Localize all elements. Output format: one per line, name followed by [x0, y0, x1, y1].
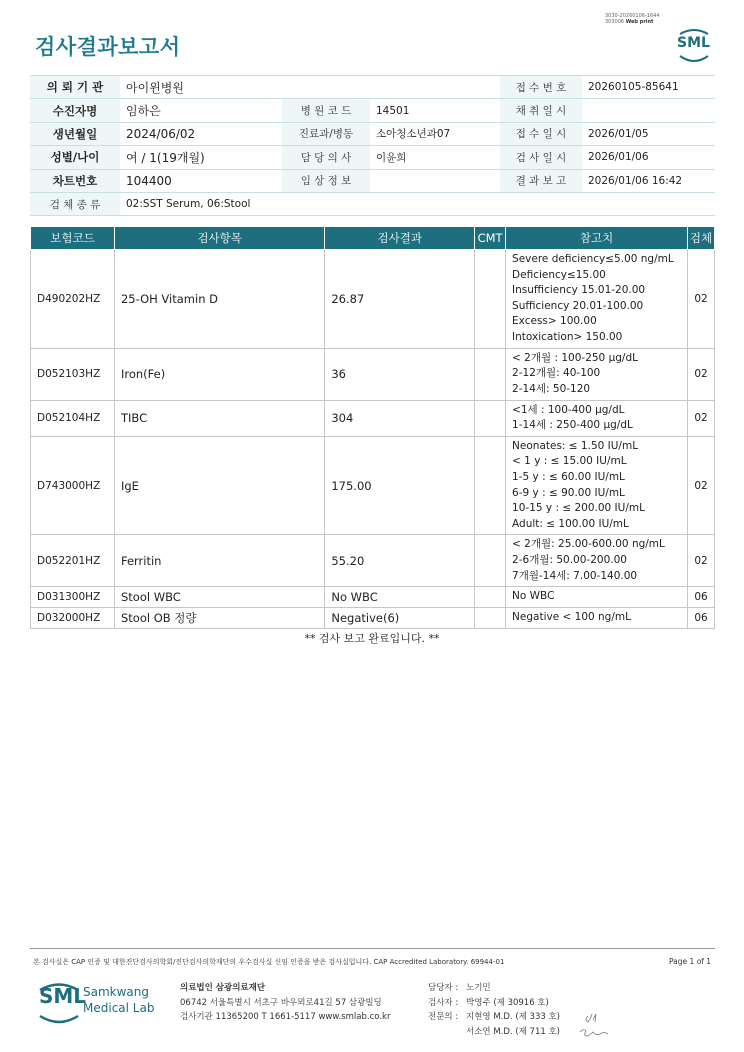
doctor-label: 담 당 의 사 — [282, 146, 370, 169]
cell-code: D052104HZ — [31, 400, 115, 436]
ref-line: Deficiency≤15.00 — [512, 268, 606, 281]
cell-specimen: 02 — [688, 535, 715, 587]
ref-line: 1-14세 : 250-400 µg/dL — [512, 419, 633, 432]
corp-contact: 검사기관 11365200 T 1661-5117 www.smlab.co.kr — [180, 1012, 391, 1022]
patient-label: 수진자명 — [30, 99, 120, 122]
collect-date-value — [582, 99, 715, 122]
staff-key: 전문의 : — [428, 1012, 459, 1022]
ref-line: 2-6개월: 50.00-200.00 — [512, 554, 627, 567]
corp-name: 의료법인 삼광의료재단 — [180, 983, 266, 993]
staff-row — [428, 996, 560, 1011]
specimen-value: 02:SST Serum, 06:Stool — [120, 192, 715, 215]
cell-specimen: 06 — [688, 587, 715, 608]
birth-label: 생년월일 — [30, 122, 120, 145]
info-row — [30, 146, 715, 169]
cell-ref — [506, 250, 688, 349]
print-code-label: Web print — [625, 19, 654, 25]
cell-cmt — [475, 436, 506, 535]
cell-item: TIBC — [114, 400, 324, 436]
staff-list — [428, 981, 560, 1039]
sex-age-label: 성별/나이 — [30, 146, 120, 169]
footer-divider — [30, 948, 715, 949]
ref-line: No WBC — [512, 590, 555, 603]
table-row — [31, 400, 715, 436]
cell-result: 36 — [325, 348, 475, 400]
dept-value: 소아청소년과07 — [370, 122, 500, 145]
ref-line: Intoxication> 150.00 — [512, 330, 623, 343]
recv-no-value: 20260105-85641 — [582, 76, 715, 99]
ref-line: Adult: ≤ 100.00 IU/mL — [512, 517, 629, 530]
cell-item: IgE — [114, 436, 324, 535]
cell-cmt — [475, 250, 506, 349]
test-date-value: 2026/01/06 — [582, 146, 715, 169]
test-date-label: 검 사 일 시 — [500, 146, 582, 169]
cell-ref — [506, 436, 688, 535]
cell-specimen: 02 — [688, 400, 715, 436]
cell-specimen: 06 — [688, 607, 715, 628]
cell-item: Ferritin — [114, 535, 324, 587]
specimen-label: 검 체 종 류 — [30, 192, 120, 215]
info-row — [30, 76, 715, 99]
ref-line: 2-12개월: 40-100 — [512, 367, 601, 380]
cell-cmt — [475, 607, 506, 628]
staff-value: 노기민 — [466, 983, 491, 993]
signature-icon — [578, 1010, 612, 1040]
sml-logo-text: SML — [677, 35, 710, 51]
corp-address: 06742 서울특별시 서초구 바우뫼로41길 57 삼광빌딩 — [180, 997, 382, 1008]
results-header-row — [31, 227, 715, 250]
print-code-line2 — [605, 19, 660, 25]
cell-result: Negative(6) — [325, 607, 475, 628]
cell-ref — [506, 607, 688, 628]
doctor-value: 이윤희 — [370, 146, 500, 169]
cell-result: 175.00 — [325, 436, 475, 535]
ref-line: 1-5 y : ≤ 60.00 IU/mL — [512, 470, 625, 483]
info-row — [30, 169, 715, 192]
print-code — [605, 13, 660, 25]
footer-logo — [37, 978, 157, 1028]
report-date-label: 결 과 보 고 — [500, 169, 582, 192]
recv-no-label: 접 수 번 호 — [500, 76, 582, 99]
sex-age-value: 여 / 1(19개월) — [120, 146, 282, 169]
hosp-code-value: 14501 — [370, 99, 500, 122]
clinical-value — [370, 169, 500, 192]
cell-specimen: 02 — [688, 250, 715, 349]
ref-line: 2-14세: 50-120 — [512, 382, 591, 395]
completion-note: ** 검사 보고 완료입니다. ** — [304, 632, 440, 645]
chart-no-label: 차트번호 — [30, 169, 120, 192]
footer-logo-name2: Medical Lab — [83, 1001, 155, 1015]
cell-result: No WBC — [325, 587, 475, 608]
cell-specimen: 02 — [688, 348, 715, 400]
cell-code: D490202HZ — [31, 250, 115, 349]
cell-ref — [506, 400, 688, 436]
cell-code: D031300HZ — [31, 587, 115, 608]
collect-date-label: 채 취 일 시 — [500, 99, 582, 122]
ref-line: < 1 y : ≤ 15.00 IU/mL — [512, 455, 627, 468]
accreditation-note: 본 검사실은 CAP 인증 및 대한진단검사의학회/진단검사의학재단의 우수검사실 신임 인증을 받은 검사실입니다. CAP Accredited Laboratory. 69944-01 — [33, 958, 505, 966]
chart-no-value: 104400 — [120, 169, 282, 192]
cell-cmt — [475, 400, 506, 436]
staff-value: 서소연 M.D. (제 711 호) — [466, 1026, 561, 1037]
ref-line: 6-9 y : ≤ 90.00 IU/mL — [512, 486, 625, 499]
clinical-label: 임 상 정 보 — [282, 169, 370, 192]
cell-ref — [506, 535, 688, 587]
results-table — [30, 226, 715, 629]
table-row — [31, 587, 715, 608]
cell-ref — [506, 348, 688, 400]
recv-date-label: 접 수 일 시 — [500, 122, 582, 145]
ref-line: Negative < 100 ng/mL — [512, 610, 631, 623]
cell-ref — [506, 587, 688, 608]
table-row — [31, 348, 715, 400]
cell-result: 304 — [325, 400, 475, 436]
cell-item: Iron(Fe) — [114, 348, 324, 400]
cell-item: Stool WBC — [114, 587, 324, 608]
print-code-num: 303006 — [605, 19, 625, 25]
patient-value: 임하은 — [120, 99, 282, 122]
sml-logo — [674, 26, 714, 64]
results-body — [31, 250, 715, 629]
patient-info-table — [30, 75, 715, 216]
hosp-code-label: 병 원 코 드 — [282, 99, 370, 122]
req-org-label: 의 뢰 기 관 — [30, 76, 120, 99]
staff-row — [428, 981, 560, 996]
table-row — [31, 535, 715, 587]
cell-code: D032000HZ — [31, 607, 115, 628]
ref-line: 7개월-14세: 7.00-140.00 — [512, 569, 638, 582]
ref-line: Sufficiency 20.01-100.00 — [512, 299, 644, 312]
ref-line: < 2개월 : 100-250 µg/dL — [512, 351, 638, 364]
info-row — [30, 192, 715, 215]
col-header-ref: 참고치 — [506, 227, 688, 250]
report-date-value: 2026/01/06 16:42 — [582, 169, 715, 192]
page-title: 검사결과보고서 — [35, 35, 181, 59]
footer-logo-mark: SML — [39, 984, 87, 1008]
dept-label: 진료과/병동 — [282, 122, 370, 145]
staff-key: 검사자 : — [428, 997, 459, 1008]
staff-key — [428, 1025, 466, 1040]
req-org-value: 아이윈병원 — [120, 76, 500, 99]
cell-result: 26.87 — [325, 250, 475, 349]
page-number: Page 1 of 1 — [669, 957, 712, 966]
cell-code: D743000HZ — [31, 436, 115, 535]
cell-code: D052201HZ — [31, 535, 115, 587]
ref-line: < 2개월: 25.00-600.00 ng/mL — [512, 538, 665, 551]
birth-value: 2024/06/02 — [120, 122, 282, 145]
cell-cmt — [475, 348, 506, 400]
info-row — [30, 99, 715, 122]
info-row — [30, 122, 715, 145]
table-row — [31, 607, 715, 628]
cell-cmt — [475, 587, 506, 608]
table-row — [31, 250, 715, 349]
ref-line: Severe deficiency≤5.00 ng/mL — [512, 253, 674, 265]
col-header-result: 검사결과 — [325, 227, 475, 250]
staff-row — [428, 1010, 560, 1025]
col-header-code: 보험코드 — [31, 227, 115, 250]
ref-line: 10-15 y : ≤ 200.00 IU/mL — [512, 502, 645, 515]
cell-specimen: 02 — [688, 436, 715, 535]
ref-line: Insufficiency 15.01-20.00 — [512, 284, 646, 297]
print-code-line1: 3030-20260106-1644 — [605, 13, 660, 19]
cell-result: 55.20 — [325, 535, 475, 587]
cell-code: D052103HZ — [31, 348, 115, 400]
cell-cmt — [475, 535, 506, 587]
cell-item: 25-OH Vitamin D — [114, 250, 324, 349]
col-header-cmt: CMT — [475, 227, 506, 250]
table-row — [31, 436, 715, 535]
ref-line: Excess> 100.00 — [512, 315, 597, 328]
staff-row — [428, 1025, 560, 1040]
footer-logo-name1: Samkwang — [83, 985, 149, 999]
staff-key: 담당자 : — [428, 983, 459, 993]
corp-info — [180, 981, 390, 1025]
ref-line: Neonates: ≤ 1.50 IU/mL — [512, 439, 639, 452]
col-header-specimen: 검체 — [688, 227, 715, 250]
recv-date-value: 2026/01/05 — [582, 122, 715, 145]
cell-item: Stool OB 정량 — [114, 607, 324, 628]
col-header-item: 검사항목 — [114, 227, 324, 250]
ref-line: <1세 : 100-400 µg/dL — [512, 403, 625, 416]
staff-value: 지현영 M.D. (제 333 호) — [466, 1012, 561, 1022]
staff-value: 박영주 (제 30916 호) — [466, 997, 549, 1008]
